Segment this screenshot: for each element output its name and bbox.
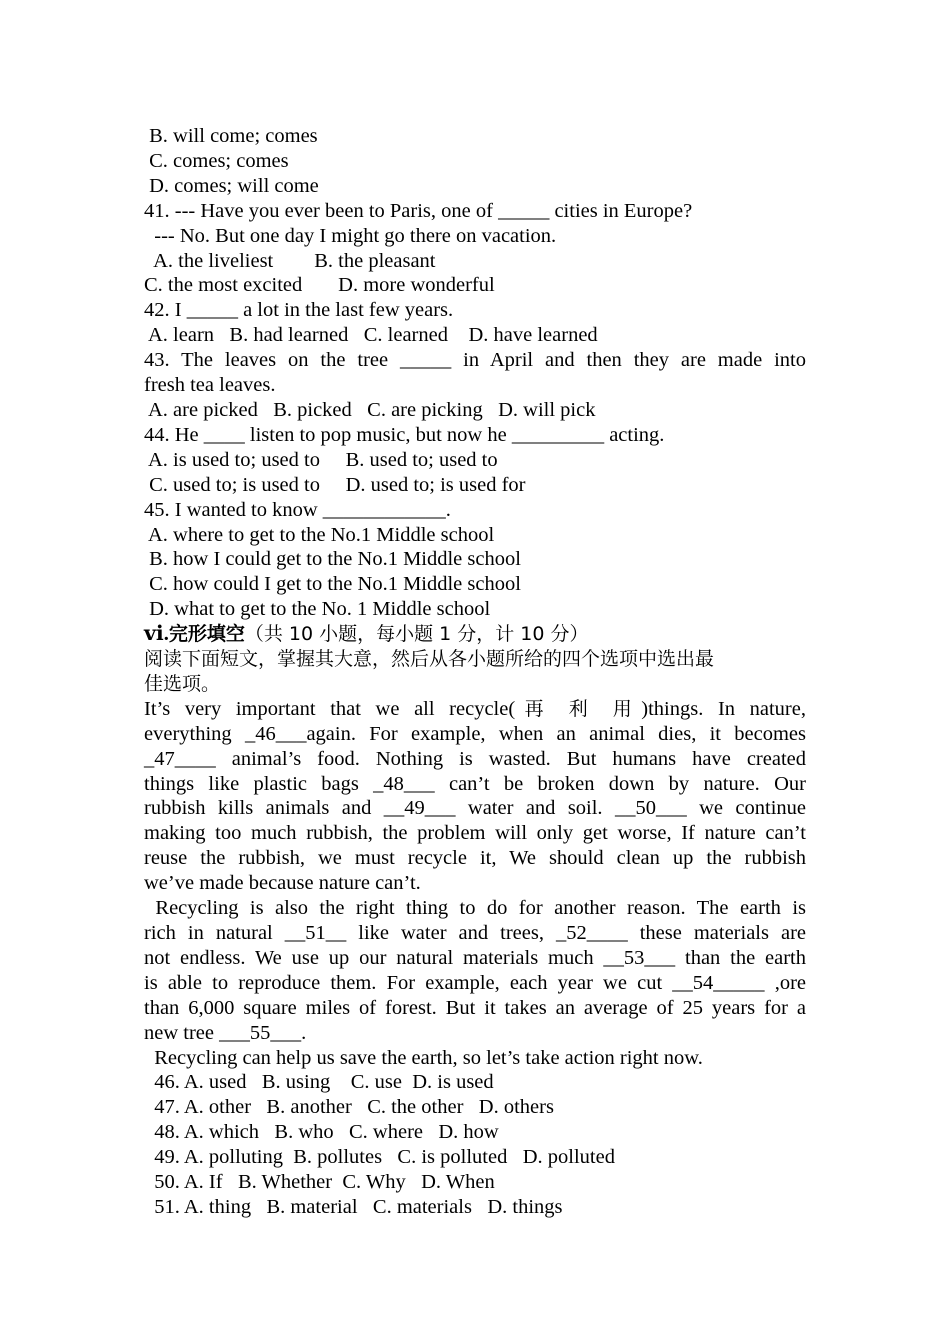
section-instruction-line2: 佳选项。 [144, 672, 221, 695]
passage-p2-line6: new tree ___55___. [144, 1021, 307, 1044]
q43-stem-line2: fresh tea leaves. [144, 374, 276, 397]
q45-option-b: B. how I could get to the No.1 Middle school [144, 548, 521, 571]
cloze-options-49: 49. A. polluting B. pollutes C. is polluted D. polluted [144, 1146, 615, 1169]
section-heading [144, 622, 806, 647]
passage-p1-line1-tail: )things. In nature, [641, 697, 806, 720]
q41-options-cd: C. the most excited D. more wonderful [144, 274, 495, 297]
section-note: （共 10 小题，每小题 1 分，计 10 分） [244, 623, 589, 646]
q45-option-d: D. what to get to the No. 1 Middle school [144, 598, 491, 621]
q43-stem-line1: 43. The leaves on the tree _____ in April and then they are made into [144, 349, 806, 372]
exam-page [144, 124, 806, 1220]
passage-p1-line1-head: It’s very important that we all recycle( [144, 697, 516, 720]
section-number: ⅵ. [144, 623, 169, 646]
cloze-options-50: 50. A. If B. Whether C. Why D. When [144, 1171, 495, 1194]
cloze-options-51: 51. A. thing B. material C. materials D. things [144, 1195, 563, 1218]
passage-p2-line2: rich in natural __51__ like water and trees, _52____ these materials are [144, 922, 806, 944]
cloze-options-47: 47. A. other B. another C. the other D. others [144, 1096, 554, 1119]
passage-p2-line4: is able to reproduce them. For example, each year we cut __54_____ ,ore [144, 971, 806, 994]
passage-p1-line3: _47____ animal’s food. Nothing is wasted. But humans have created [144, 747, 806, 770]
q42-stem: 42. I _____ a lot in the last few years. [144, 299, 454, 322]
passage-p1-line1 [144, 697, 806, 722]
q40-option-d: D. comes; will come [144, 174, 319, 197]
q44-options-ab: A. is used to; used to B. used to; used to [144, 448, 498, 471]
q41-options-ab: A. the liveliest B. the pleasant [144, 249, 436, 272]
q44-stem: 44. He ____ listen to pop music, but now he _________ acting. [144, 423, 665, 446]
passage-p3: Recycling can help us save the earth, so let’s take action right now. [144, 1046, 703, 1069]
cloze-options-46: 46. A. used B. using C. use D. is used [144, 1071, 494, 1094]
section-title: 完形填空 [168, 623, 245, 646]
passage-p2-line1: Recycling is also the right thing to do for another reason. The earth is [144, 897, 806, 920]
passage-p2-line5: than 6,000 square miles of forest. But it takes an average of 25 years for a [144, 996, 806, 1019]
passage-p1-line7: reuse the rubbish, we must recycle it, We should clean up the rubbish [144, 847, 806, 870]
passage-p1-line5: rubbish kills animals and __49___ water and soil. __50___ we continue [144, 797, 806, 820]
q44-options-cd: C. used to; is used to D. used to; is used for [144, 473, 526, 496]
q41-stem: 41. --- Have you ever been to Paris, one of _____ cities in Europe? [144, 199, 693, 222]
q45-option-c: C. how could I get to the No.1 Middle school [144, 573, 521, 596]
passage-p1-line4: things like plastic bags _48___ can’t be broken down by nature. Our [144, 772, 806, 795]
q40-option-c: C. comes; comes [144, 149, 289, 172]
q40-option-b: B. will come; comes [144, 125, 318, 147]
cloze-options-48: 48. A. which B. who C. where D. how [144, 1121, 499, 1144]
q42-options: A. learn B. had learned C. learned D. have learned [144, 324, 598, 347]
passage-gloss: 再 利 用 [515, 697, 642, 720]
passage-p1-line8: we’ve made because nature can’t. [144, 872, 421, 895]
passage-p1-line6: making too much rubbish, the problem will only get worse, If nature can’t [144, 822, 806, 845]
q41-reply: --- No. But one day I might go there on vacation. [144, 224, 557, 247]
passage-p1-line2: everything _46___again. For example, when an animal dies, it becomes [144, 722, 806, 745]
passage-p2-line3: not endless. We use up our natural materials much __53___ than the earth [144, 946, 806, 969]
q45-stem: 45. I wanted to know ____________. [144, 498, 451, 521]
section-instruction-line1: 阅读下面短文，掌握其大意，然后从各小题所给的四个选项中选出最 [144, 648, 715, 671]
q43-options: A. are picked B. picked C. are picking D. will pick [144, 398, 596, 421]
q45-option-a: A. where to get to the No.1 Middle school [144, 523, 495, 546]
